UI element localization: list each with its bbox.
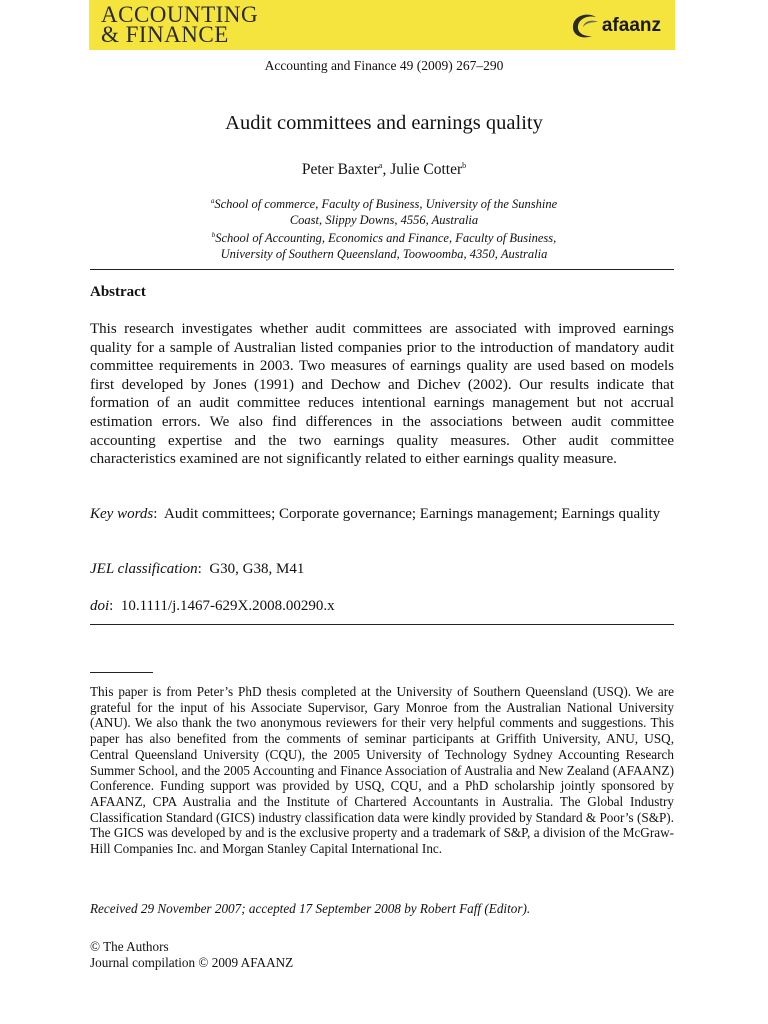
doi: doi: 10.1111/j.1467-629X.2008.00290.x <box>90 598 335 614</box>
afaanz-logo-text: afaanz <box>601 15 661 36</box>
author-mark: b <box>462 161 467 170</box>
jel-classification: JEL classification: G30, G38, M41 <box>90 561 305 577</box>
journal-banner <box>89 0 675 50</box>
abstract-bottom-rule <box>90 624 674 625</box>
author-name: Julie Cotter <box>390 161 463 179</box>
keywords-label: Key words <box>90 506 154 522</box>
author-name: Peter Baxter <box>301 161 379 179</box>
paper-title: Audit committees and earnings quality <box>225 112 543 134</box>
affiliation-mark: a <box>210 197 215 205</box>
affiliation-a-line1 <box>0 194 768 213</box>
doi-label: doi <box>90 598 110 614</box>
copyright-line1: © The Authors <box>90 939 169 954</box>
affiliation-b-line2: University of Southern Queensland, Toowoomba, 4350, Australia <box>220 246 548 261</box>
afaanz-logo <box>570 13 661 39</box>
crescent-swoosh-icon <box>570 13 600 39</box>
abstract-top-rule <box>90 269 674 270</box>
received-line: Received 29 November 2007; accepted 17 September 2008 by Robert Faff (Editor). <box>90 901 531 916</box>
jel-label: JEL classification <box>90 561 198 577</box>
journal-name-line2: & FINANCE <box>101 22 229 47</box>
keywords: Key words: Audit committees; Corporate governance; Earnings management; Earnings quality <box>90 506 661 522</box>
abstract-heading: Abstract <box>90 284 146 300</box>
journal-name <box>101 2 259 47</box>
affiliation-b-line1 <box>0 228 768 247</box>
footnote-rule <box>90 672 153 673</box>
author-separator: , <box>382 161 391 179</box>
keywords-value: Audit committees; Corporate governance; Earnings management; Earnings quality <box>164 506 661 522</box>
abstract-body: This research investigates whether audit committees are associated with improved earnings quality for a sample of Australian listed companies prior to the introduction of mandatory audit committee requirements in 2003. Two measures of earnings quality are used based on models first developed by Jones (1991) and Dechow and Dichev (2002). Our results indicate that formation of an audit committee reduces intentional earnings management but not accrual estimation errors. We also find differences in the associations between audit committee accounting expertise and the two earnings quality measures. Other audit committee characteristics examined are not significantly related to either earnings quality measure. <box>90 321 674 468</box>
author-list <box>0 161 768 179</box>
author-mark: a <box>378 161 383 170</box>
affiliation-a-line2: Coast, Slippy Downs, 4556, Australia <box>289 212 479 227</box>
affiliation-mark: b <box>211 231 216 240</box>
journal-citation: Accounting and Finance 49 (2009) 267–290 <box>264 58 504 73</box>
copyright <box>90 939 293 970</box>
copyright-line2: Journal compilation © 2009 AFAANZ <box>90 954 294 970</box>
doi-value[interactable]: 10.1111/j.1467-629X.2008.00290.x <box>120 598 335 614</box>
affiliations <box>0 194 768 262</box>
jel-value: G30, G38, M41 <box>209 561 305 577</box>
affiliation-text: School of Accounting, Economics and Finance, Faculty of Business, <box>215 231 557 246</box>
journal-name-line1: ACCOUNTING <box>101 2 259 27</box>
footnote: This paper is from Peter’s PhD thesis completed at the University of Southern Queensland (USQ). We are grateful for the input of his Associate Supervisor, Gary Monroe from the Australian National University (ANU). We also thank the two anonymous reviewers for their very helpful comments and suggestions. This paper has also benefited from the comments of seminar participants at Griffith University, ANU, USQ, Central Queensland University (CQU), the 2005 University of Technology Sydney Accounting Research Summer School, and the 2005 Accounting and Finance Association of Australia and New Zealand (AFAANZ) Conference. Funding support was provided by USQ, CQU, and a PhD scholarship jointly sponsored by AFAANZ, CPA Australia and the Institute of Chartered Accountants in Australia. The Global Industry Classification Standard (GICS) industry classification data were kindly provided by Standard & Poor’s (S&P). The GICS was developed by and is the exclusive property and a trademark of S&P, a division of the McGraw-Hill Companies Inc. and Morgan Stanley Capital International Inc. <box>90 684 674 857</box>
affiliation-text: School of commerce, Faculty of Business, University of the Sunshine <box>214 197 558 212</box>
